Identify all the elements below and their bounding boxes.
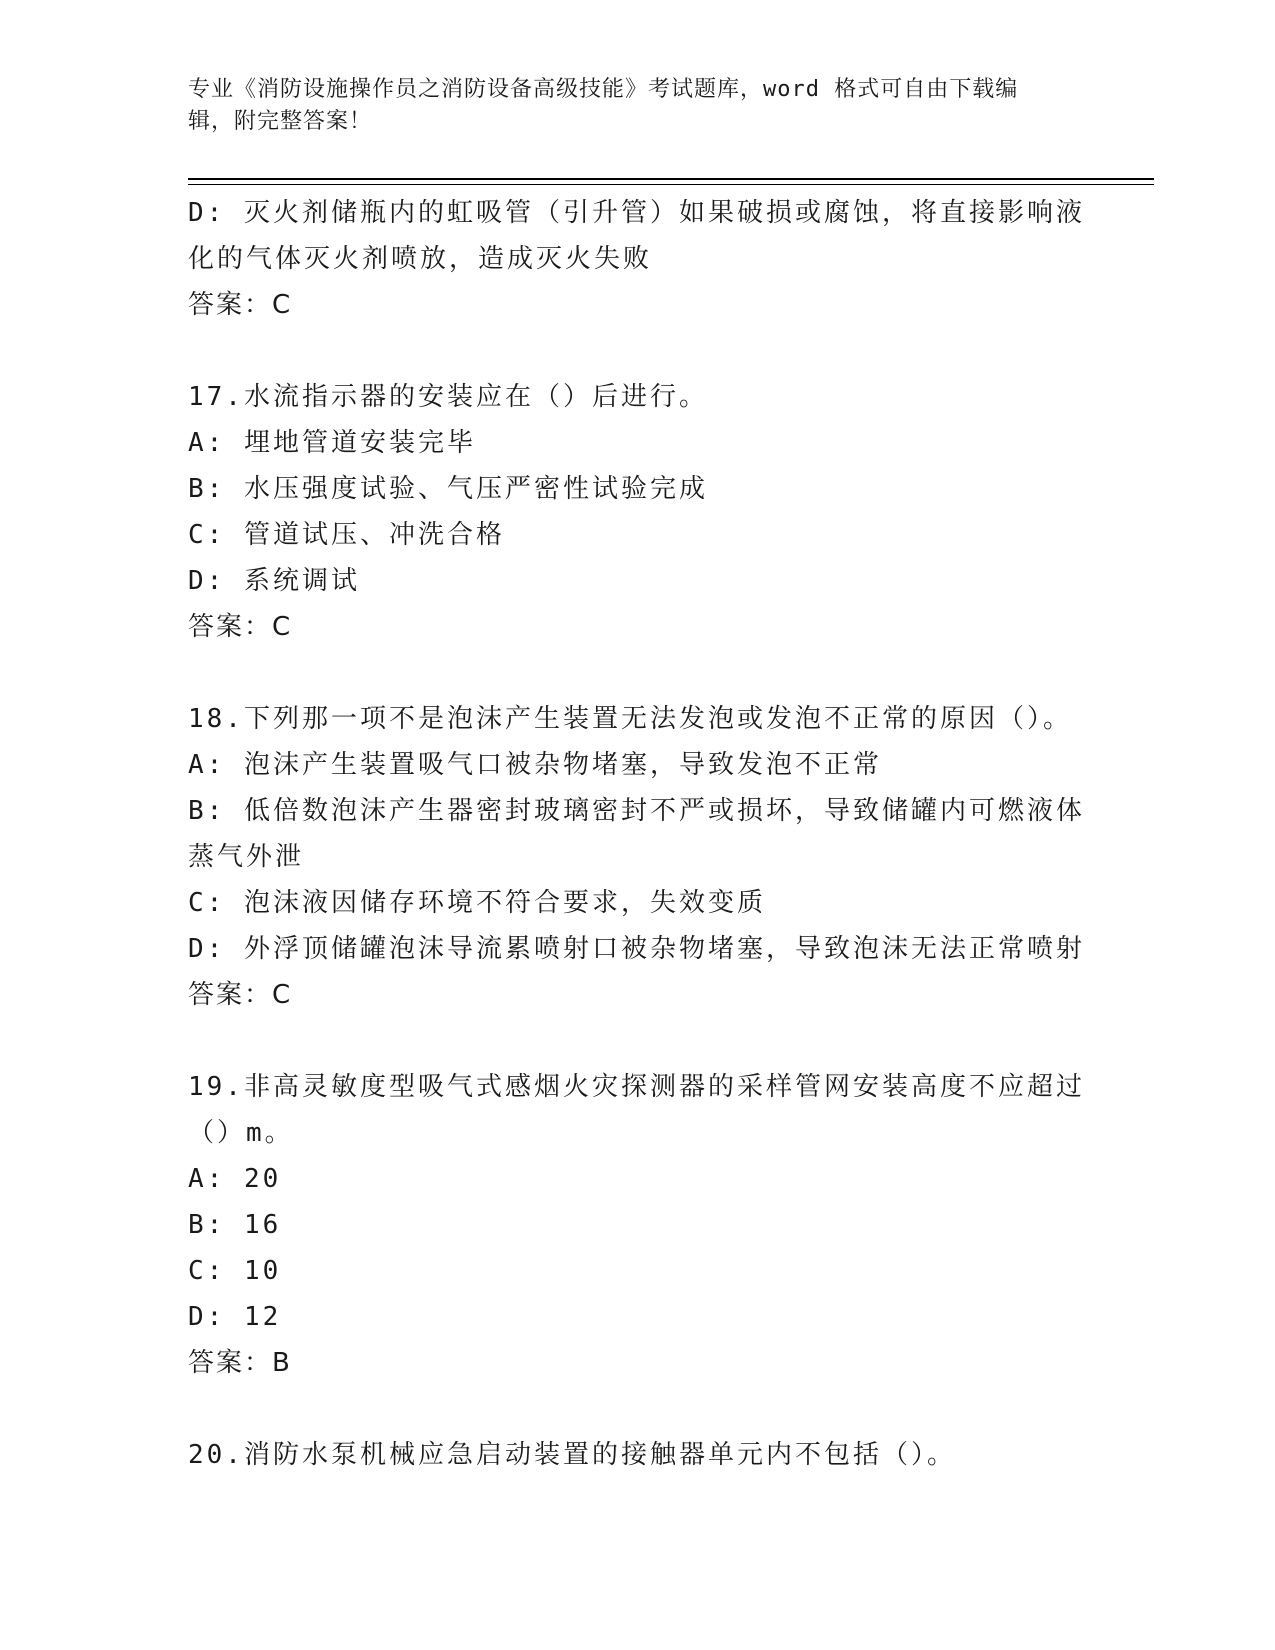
spacer — [188, 650, 1088, 696]
option-c: C: 泡沫液因储存环境不符合要求，失效变质 — [188, 888, 766, 918]
answer-line: 答案：C — [188, 290, 293, 320]
option-b: B: 低倍数泡沫产生器密封玻璃密封不严或损坏，导致储罐内可燃液体 — [188, 796, 1085, 826]
previous-question-tail — [188, 190, 1088, 328]
document-header — [188, 74, 1068, 138]
question-stem-continued: （）m。 — [188, 1118, 294, 1148]
answer-line: 答案：C — [188, 612, 293, 642]
question-stem: 18.下列那一项不是泡沫产生装置无法发泡或发泡不正常的原因（）。 — [188, 704, 1072, 734]
option-a: A: 20 — [188, 1164, 282, 1194]
option-d: D: 12 — [188, 1302, 282, 1332]
spacer — [188, 328, 1088, 374]
question-20 — [188, 1432, 1088, 1478]
header-intro-line-1: 专业《消防设施操作员之消防设备高级技能》考试题库，word 格式可自由下载编 — [188, 77, 1019, 102]
header-divider-thin — [188, 184, 1154, 185]
option-d: D: 灭火剂储瓶内的虹吸管（引升管）如果破损或腐蚀，将直接影响液 — [188, 198, 1085, 228]
question-list — [188, 190, 1088, 1478]
header-intro-line-2: 辑，附完整答案！ — [188, 109, 373, 134]
question-stem: 20.消防水泵机械应急启动装置的接触器单元内不包括（）。 — [188, 1440, 956, 1470]
option-b: B: 水压强度试验、气压严密性试验完成 — [188, 474, 708, 504]
question-stem: 19.非高灵敏度型吸气式感烟火灾探测器的采样管网安装高度不应超过 — [188, 1072, 1085, 1102]
answer-line: 答案：C — [188, 980, 293, 1010]
option-b-continued: 蒸气外泄 — [188, 842, 305, 872]
option-b: B: 16 — [188, 1210, 282, 1240]
answer-line: 答案：B — [188, 1348, 292, 1378]
question-17 — [188, 374, 1088, 650]
option-d-continued: 化的气体灭火剂喷放，造成灭火失败 — [188, 244, 653, 274]
question-19 — [188, 1064, 1088, 1386]
question-stem: 17.水流指示器的安装应在（）后进行。 — [188, 382, 708, 412]
option-d: D: 系统调试 — [188, 566, 360, 596]
question-18 — [188, 696, 1088, 1018]
header-divider-thick — [188, 178, 1154, 180]
option-a: A: 泡沫产生装置吸气口被杂物堵塞，导致发泡不正常 — [188, 750, 882, 780]
spacer — [188, 1386, 1088, 1432]
spacer — [188, 1018, 1088, 1064]
option-c: C: 管道试压、冲洗合格 — [188, 520, 505, 550]
option-d: D: 外浮顶储罐泡沫导流累喷射口被杂物堵塞，导致泡沫无法正常喷射 — [188, 934, 1085, 964]
option-c: C: 10 — [188, 1256, 282, 1286]
option-a: A: 埋地管道安装完毕 — [188, 428, 476, 458]
